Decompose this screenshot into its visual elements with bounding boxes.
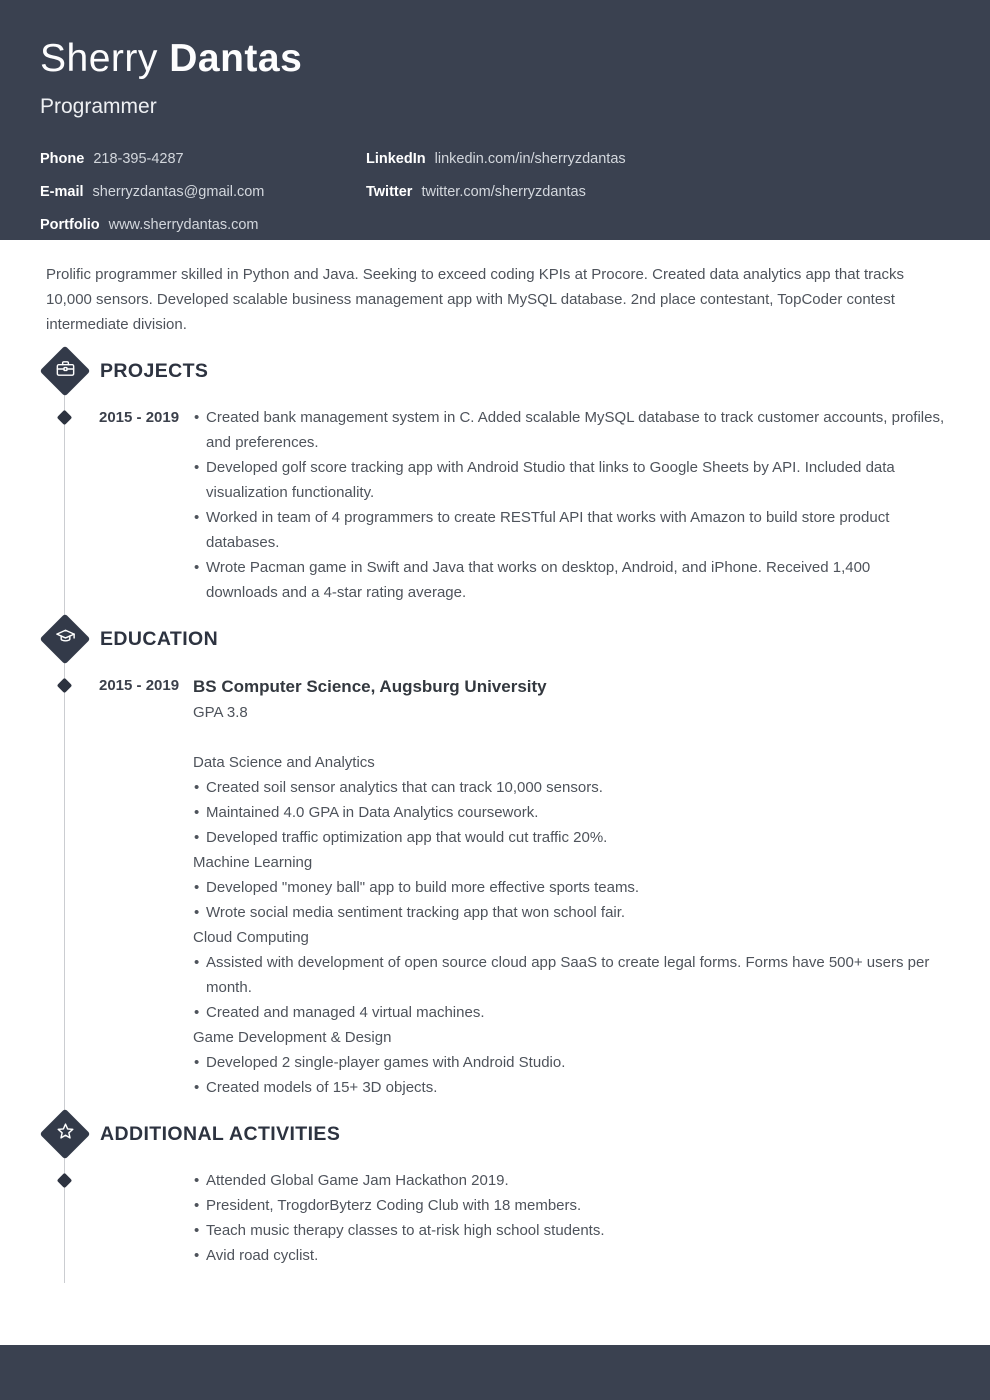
contact-row (366, 175, 626, 208)
resume-sections (0, 343, 990, 1268)
entry-item: • Worked in team of 4 programmers to create RESTful API that works with Amazon to build store product databases. (193, 505, 946, 555)
last-name: Dantas (169, 37, 303, 80)
contact-row (40, 175, 366, 208)
resume-section (0, 611, 990, 1100)
entry-date-range (99, 1168, 193, 1268)
section-entries (0, 1162, 990, 1268)
section-icon-diamond (40, 1109, 90, 1159)
timeline-marker-icon (57, 410, 73, 426)
contact-value: www.sherrydantas.com (108, 216, 259, 233)
entry-item: • Wrote social media sentiment tracking app that won school fair. (193, 900, 946, 925)
contact-row (40, 142, 366, 175)
contact-label: Twitter (366, 183, 413, 200)
resume-header (0, 0, 990, 240)
entry-item: • Wrote Pacman game in Swift and Java that works on desktop, Android, and iPhone. Received 1,400 downloads and a 4-star rating average. (193, 555, 946, 605)
entry-item: Cloud Computing (193, 929, 309, 946)
first-name: Sherry (40, 37, 158, 80)
section-heading (0, 611, 990, 667)
timeline-marker-icon (57, 678, 73, 694)
contact-info (40, 142, 950, 241)
resume-section (0, 1106, 990, 1268)
contact-label: LinkedIn (366, 150, 426, 167)
contact-value: twitter.com/sherryzdantas (421, 183, 586, 200)
section-icon-diamond (40, 614, 90, 664)
timeline-marker-icon (57, 1173, 73, 1189)
entry-item: • Avid road cyclist. (193, 1243, 946, 1268)
entry-item: • Created and managed 4 virtual machines. (193, 1000, 946, 1025)
entry-item: • Maintained 4.0 GPA in Data Analytics coursework. (193, 800, 946, 825)
section-heading (0, 1106, 990, 1162)
section-title: ADDITIONAL ACTIVITIES (100, 1122, 341, 1145)
section-entries (0, 667, 990, 1100)
footer-accent-bar (0, 1345, 990, 1400)
entry-item: • Teach music therapy classes to at-risk high school students. (193, 1218, 946, 1243)
resume-entry (0, 1162, 990, 1268)
job-title: Programmer (40, 95, 157, 118)
contact-row (366, 142, 626, 175)
degree-title: BS Computer Science, Augsburg University (193, 677, 547, 696)
entry-date-range: 2015 - 2019 (99, 677, 180, 694)
entry-item: • Attended Global Game Jam Hackathon 2019. (193, 1168, 946, 1193)
section-icon-diamond (40, 346, 90, 396)
entry-item: • Developed 2 single-player games with Android Studio. (193, 1050, 946, 1075)
resume-section (0, 343, 990, 605)
entry-item: • Created soil sensor analytics that can track 10,000 sensors. (193, 775, 946, 800)
professional-summary: Prolific programmer skilled in Python and Java. Seeking to exceed coding KPIs at Procore. Created data analytics app that tracks 10,000 sensors. Developed scalable business management app with MySQL database. 2nd place contestant, TopCoder contest intermediate division. (46, 266, 904, 333)
section-title: EDUCATION (100, 627, 219, 650)
entry-item: • Developed "money ball" app to build more effective sports teams. (193, 875, 946, 900)
contact-label: Phone (40, 150, 85, 167)
entry-item: • Assisted with development of open source cloud app SaaS to create legal forms. Forms have 500+ users per month. (193, 950, 946, 1000)
contact-label: E-mail (40, 183, 84, 200)
entry-item-list (193, 1168, 946, 1268)
contact-label: Portfolio (40, 216, 100, 233)
entry-item: • Created bank management system in C. Added scalable MySQL database to track customer accounts, profiles, and preferences. (193, 405, 946, 455)
entry-item: • Developed traffic optimization app that would cut traffic 20%. (193, 825, 946, 850)
entry-item: • Developed golf score tracking app with Android Studio that links to Google Sheets by API. Included data visualization functionality. (193, 455, 946, 505)
section-entries (0, 399, 990, 605)
contact-value: 218-395-4287 (93, 150, 184, 167)
entry-item: Data Science and Analytics (193, 754, 375, 771)
contact-value: linkedin.com/in/sherryzdantas (434, 150, 626, 167)
contact-row (40, 208, 366, 241)
person-name (40, 36, 950, 82)
section-heading (0, 343, 990, 399)
contact-column-right (366, 142, 626, 241)
contact-value: sherryzdantas@gmail.com (92, 183, 265, 200)
entry-item: Game Development & Design (193, 1029, 392, 1046)
entry-item: Machine Learning (193, 854, 313, 871)
contact-column-left (40, 142, 366, 241)
resume-entry (0, 667, 990, 1100)
gpa-line: GPA 3.8 (193, 704, 248, 721)
resume-entry (0, 399, 990, 605)
entry-item: • President, TrogdorByterz Coding Club with 18 members. (193, 1193, 946, 1218)
entry-date-range: 2015 - 2019 (99, 409, 180, 426)
entry-item-list (193, 405, 946, 605)
entry-item: • Created models of 15+ 3D objects. (193, 1075, 946, 1100)
section-title: PROJECTS (100, 359, 209, 382)
entry-item-list (193, 750, 946, 1100)
